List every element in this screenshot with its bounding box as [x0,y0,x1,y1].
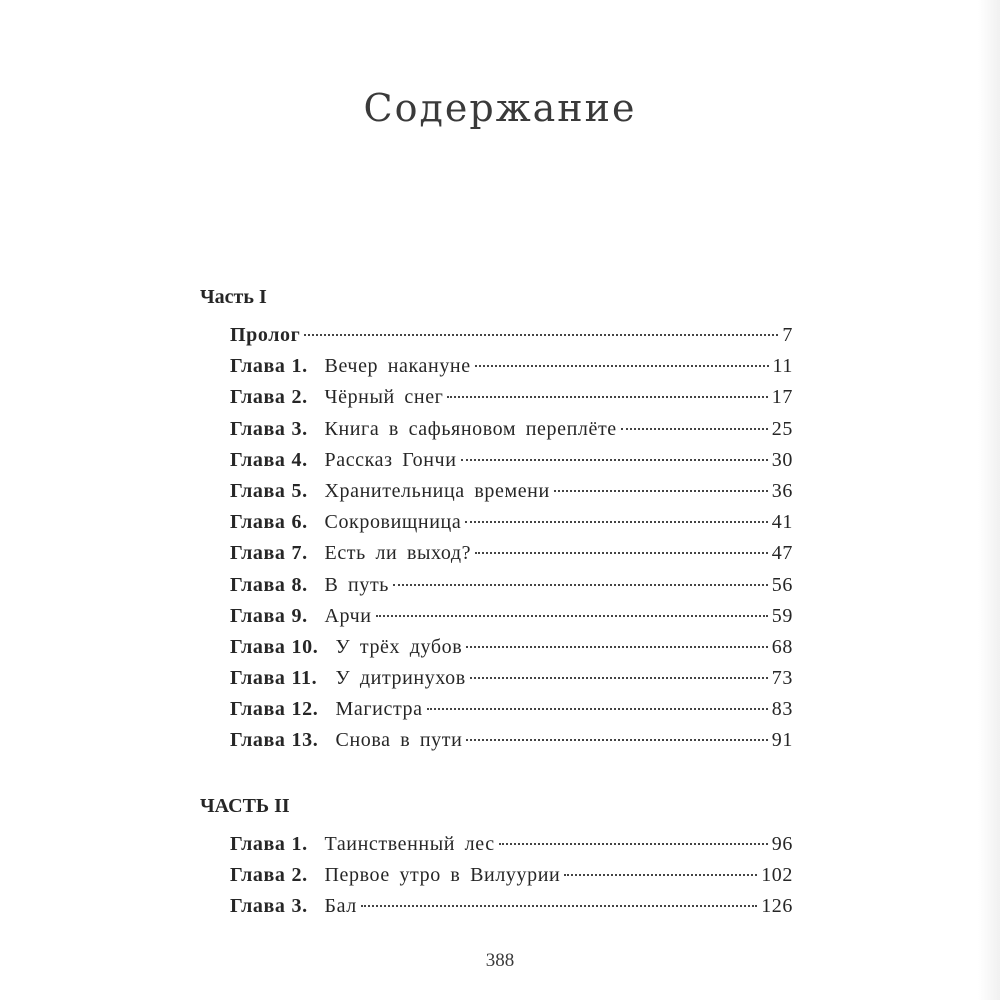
chapter-title: Хранительница времени [324,479,550,502]
toc-entry[interactable] [230,601,793,632]
chapter-title: Вечер накануне [324,355,471,378]
chapter-number: 9. [291,604,308,627]
part-heading: ЧАСТЬ II [200,795,290,817]
dot-leader [466,739,767,741]
chapter-title: Первое утро в Вилуурии [324,864,561,887]
chapter-number: 5. [291,479,308,502]
chapter-title: Арчи [324,604,372,627]
chapter-title: Книга в сафьяновом переплёте [324,417,617,440]
chapter-title: Есть ли выход? [324,542,472,565]
chapter-title: У трёх дубов [335,635,463,658]
chapter-number: 1. [291,355,308,378]
entry-page-number: 17 [771,386,793,409]
chapter-title: Сокровищница [324,511,462,534]
dot-leader [466,646,768,648]
chapter-number: 2. [291,386,308,409]
entry-page-number: 102 [761,864,793,887]
entry-label: Глава [230,698,286,721]
entry-page-number: 7 [782,324,793,346]
toc-entry[interactable] [230,725,793,756]
toc-entry[interactable] [230,860,793,891]
entry-label: Глава [230,635,286,658]
chapter-number: 4. [291,448,308,471]
toc-entry[interactable] [230,570,793,601]
entry-label: Глава [230,667,286,690]
entry-label: Глава [230,604,286,627]
toc-entry[interactable] [230,382,793,413]
chapter-number: 7. [291,542,308,565]
toc-entry[interactable] [230,891,793,922]
chapter-title: Магистра [335,698,423,721]
entry-page-number: 68 [771,635,793,658]
entry-label: Глава [230,833,286,855]
toc-entry[interactable] [230,663,793,694]
dot-leader [447,396,767,398]
entry-page-number: 47 [771,542,793,565]
entry-label: Глава [230,417,286,440]
entry-label: Глава [230,729,286,752]
entry-page-number: 30 [771,448,793,471]
toc-list [230,829,793,923]
toc-entry[interactable] [230,445,793,476]
entry-label: Глава [230,448,286,471]
entry-page-number: 126 [761,895,793,918]
entry-page-number: 59 [771,604,793,627]
chapter-number: 2. [291,864,308,887]
chapter-number: 11. [291,667,318,690]
entry-page-number: 25 [771,417,793,440]
dot-leader [304,334,778,336]
toc-entry[interactable] [230,476,793,507]
chapter-number: 8. [291,573,308,596]
dot-leader [361,905,757,907]
page-title: Содержание [363,86,637,130]
page-edge-shadow [978,0,1000,1000]
chapter-title: Снова в пути [335,729,463,752]
dot-leader [427,708,768,710]
toc-entry[interactable] [230,351,793,382]
entry-label: Пролог [230,324,301,346]
chapter-title: Таинственный лес [324,833,495,855]
entry-page-number: 91 [771,729,793,752]
entry-page-number: 41 [771,511,793,534]
entry-label: Глава [230,511,286,534]
chapter-title: В путь [324,573,390,596]
entry-page-number: 11 [772,355,793,378]
chapter-title: Бал [324,895,357,918]
chapter-number: 6. [291,511,308,534]
entry-label: Глава [230,479,286,502]
entry-label: Глава [230,355,286,378]
dot-leader [470,677,768,679]
chapter-number: 1. [291,833,308,855]
dot-leader [465,521,768,523]
toc-entry[interactable] [230,507,793,538]
chapter-number: 3. [291,417,308,440]
entry-label: Глава [230,864,286,887]
entry-page-number: 56 [771,573,793,596]
chapter-number: 10. [291,635,319,658]
chapter-number: 12. [291,698,319,721]
entry-page-number: 36 [771,479,793,502]
entry-label: Глава [230,386,286,409]
toc-entry[interactable] [230,414,793,445]
toc-entry[interactable] [230,694,793,725]
chapter-title: Рассказ Гончи [324,448,457,471]
dot-leader [475,552,768,554]
dot-leader [564,874,757,876]
chapter-title: Чёрный снег [324,386,444,409]
entry-page-number: 96 [771,833,793,855]
toc-entry[interactable] [230,829,793,860]
dot-leader [475,365,769,367]
chapter-title: У дитринухов [335,667,466,690]
entry-label: Глава [230,895,286,918]
toc-entry[interactable] [230,538,793,569]
dot-leader [393,584,768,586]
toc-entry[interactable] [230,632,793,663]
part-heading: Часть I [200,286,267,308]
toc-list [230,320,793,757]
chapter-number: 3. [291,895,308,918]
chapter-number: 13. [291,729,319,752]
page-number: 388 [485,950,515,971]
dot-leader [461,459,768,461]
entry-page-number: 73 [771,667,793,690]
entry-label: Глава [230,542,286,565]
entry-label: Глава [230,573,286,596]
dot-leader [554,490,768,492]
entry-page-number: 83 [771,698,793,721]
toc-entry[interactable] [230,320,793,351]
dot-leader [376,615,768,617]
dot-leader [499,843,768,845]
dot-leader [621,428,768,430]
